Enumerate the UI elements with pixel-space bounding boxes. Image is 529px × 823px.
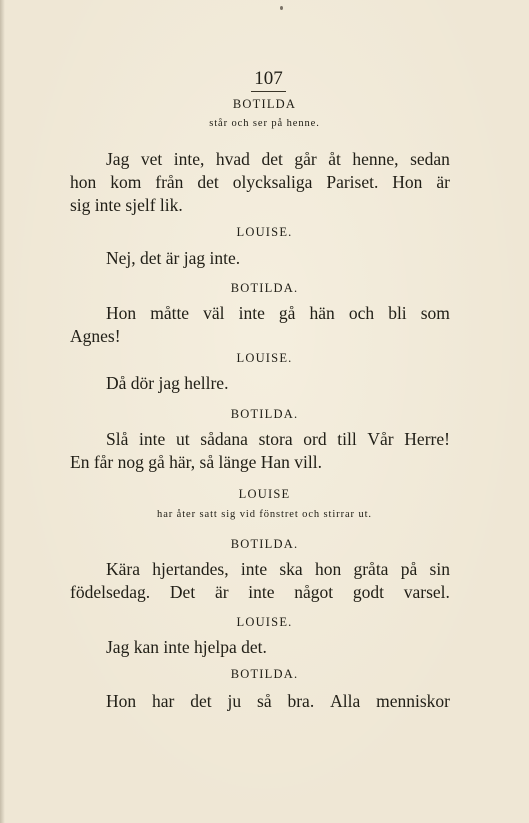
speech-word: det	[197, 172, 219, 192]
stage-direction: har åter satt sig vid fönstret och stirrar ut.	[157, 509, 372, 520]
speech-word: det	[261, 149, 283, 169]
speech-line	[70, 302, 450, 325]
speech-word: hon	[70, 172, 97, 192]
speech-word: hvad	[215, 149, 250, 169]
stage-direction: står och ser på henne.	[209, 118, 320, 129]
speech-word: ska	[279, 559, 303, 579]
speech-word: ju	[227, 691, 242, 711]
speech-word: Det	[169, 582, 196, 602]
page-number	[0, 68, 529, 92]
speech-word: Jag	[106, 149, 130, 169]
speech-word: bra.	[287, 691, 315, 711]
speech-word: kom	[110, 172, 142, 192]
speaker-name: BOTILDA.	[230, 407, 299, 421]
speech-word: går	[294, 149, 317, 169]
speech-word: det	[190, 691, 212, 711]
speech-word: Hon	[106, 303, 137, 323]
speaker-name: LOUISE.	[236, 351, 293, 365]
speech-word: och	[348, 303, 375, 323]
speech-line	[70, 690, 450, 713]
speech-word: varsel.	[403, 582, 450, 602]
speech-word: Alla	[330, 691, 361, 711]
speech-word: ut	[175, 429, 190, 449]
speech-word: Vår	[367, 429, 394, 449]
speech-word: sin	[429, 559, 450, 579]
speaker-name: LOUISE	[238, 487, 291, 501]
speech-word: Nej, det är jag inte.	[106, 248, 241, 268]
speaker-name: BOTILDA.	[230, 281, 299, 295]
speech-word: inte	[139, 429, 166, 449]
speech-word: hän	[309, 303, 335, 323]
speech-word: Kära	[106, 559, 141, 579]
speaker-name: BOTILDA.	[230, 537, 299, 551]
speech-word: så	[257, 691, 272, 711]
speech-word: bli	[388, 303, 407, 323]
speech-word: Jag kan inte hjelpa det.	[106, 637, 267, 657]
speech-line	[70, 171, 450, 194]
speech-line	[70, 325, 450, 348]
speech-word: Hon	[392, 172, 423, 192]
speech-line	[70, 451, 450, 474]
speech-word: vet	[140, 149, 163, 169]
speech-word: Pariset.	[326, 172, 379, 192]
speech-word: sådana	[200, 429, 248, 449]
speech-word: Herre!	[404, 429, 450, 449]
speech-word: åt	[328, 149, 341, 169]
speech-word: godt	[352, 582, 385, 602]
speaker-name: LOUISE.	[236, 615, 293, 629]
speaker-name: BOTILDA	[232, 97, 297, 111]
speech-line	[70, 636, 450, 659]
speech-word: väl	[203, 303, 225, 323]
speech-line	[70, 247, 450, 270]
speech-word: hjertandes,	[152, 559, 229, 579]
speech-word: menniskor	[376, 691, 450, 711]
speech-word: inte,	[173, 149, 205, 169]
speech-word: Agnes!	[70, 326, 121, 346]
speech-line	[70, 372, 450, 395]
speech-line	[70, 558, 450, 581]
speech-word: inte	[248, 582, 275, 602]
speech-line	[70, 581, 450, 604]
speech-word: stora	[258, 429, 293, 449]
speech-word: inte	[238, 303, 265, 323]
speech-word: gå	[278, 303, 296, 323]
speaker-name: LOUISE.	[236, 225, 293, 239]
speech-word: har	[152, 691, 175, 711]
speech-word: på	[400, 559, 418, 579]
speech-line	[70, 428, 450, 451]
speech-word: sig inte sjelf lik.	[70, 195, 183, 215]
speech-word: henne,	[352, 149, 399, 169]
ink-speck	[280, 6, 283, 10]
speaker-name: BOTILDA.	[230, 667, 299, 681]
speech-word: Hon	[106, 691, 137, 711]
speech-line	[70, 148, 450, 171]
speech-word: gråta	[353, 559, 389, 579]
speech-word: hon	[314, 559, 342, 579]
speech-word: från	[155, 172, 184, 192]
speech-word: sedan	[410, 149, 450, 169]
speech-word: En får nog gå här, så länge Han vill.	[70, 452, 322, 472]
speech-word: inte	[240, 559, 268, 579]
speech-word: födelsedag.	[70, 582, 151, 602]
speech-word: till	[337, 429, 357, 449]
speech-word: är	[436, 172, 450, 192]
speech-line	[70, 194, 450, 217]
speech-word: måtte	[150, 303, 190, 323]
speech-word: något	[294, 582, 334, 602]
page-number-text: 107	[251, 68, 286, 92]
speech-word: ord	[303, 429, 327, 449]
speech-word: Slå	[106, 429, 129, 449]
speech-word: är	[214, 582, 229, 602]
speech-word: som	[420, 303, 450, 323]
speech-word: olycksaliga	[232, 172, 313, 192]
speech-word: Då dör jag hellre.	[106, 373, 229, 393]
